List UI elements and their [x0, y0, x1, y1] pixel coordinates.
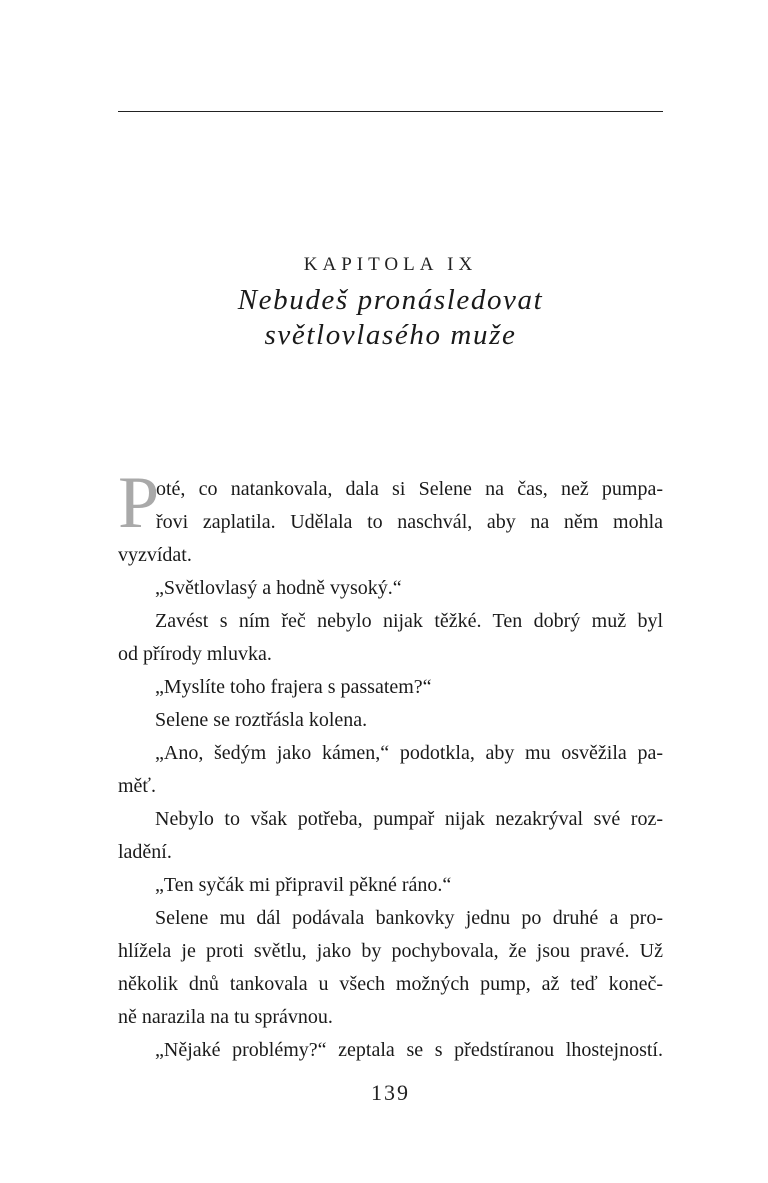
text-line: „Světlovlasý a hodně vysoký.“ [155, 577, 402, 599]
page-number: 139 [371, 1080, 410, 1105]
drop-cap: P [118, 462, 160, 544]
text-line: Zavést s ním řeč nebylo nijak těžké. Ten dobrý muž byl [155, 610, 663, 632]
chapter-label: KAPITOLA IX [303, 254, 478, 275]
opening-paragraph [118, 462, 663, 544]
text-line: řovi zaplatila. Udělala to naschvál, aby na něm mohla [156, 511, 663, 533]
header-rule [118, 111, 663, 112]
text-line: „Ten syčák mi připravil pěkné ráno.“ [155, 874, 452, 896]
text-line: ladění. [118, 841, 172, 863]
text-line: hlížela je proti světlu, jako by pochybovala, že jsou pravé. Už [118, 940, 663, 962]
text-line: „Nějaké problémy?“ zeptala se s předstíranou lhostejností. [155, 1039, 663, 1061]
text-line: ně narazila na tu správnou. [118, 1006, 333, 1028]
body-text [118, 462, 663, 1067]
text-line: měť. [118, 775, 156, 797]
text-line: oté, co natankovala, dala si Selene na čas, než pumpa- [156, 478, 663, 500]
text-line: Selene se roztřásla kolena. [155, 709, 368, 731]
chapter-title-line-1: Nebudeš pronásledovat [237, 284, 544, 316]
text-line: Nebylo to však potřeba, pumpař nijak nezakrýval své roz- [155, 808, 663, 830]
text-line: několik dnů tankovala u všech možných pump, až teď koneč- [118, 973, 663, 995]
text-line: „Ano, šedým jako kámen,“ podotkla, aby mu osvěžila pa- [155, 742, 663, 764]
text-line: vyzvídat. [118, 544, 192, 566]
text-line: od přírody mluvka. [118, 643, 272, 665]
text-line: Selene mu dál podávala bankovky jednu po druhé a pro- [155, 907, 663, 929]
chapter-title [118, 283, 663, 353]
chapter-title-line-2: světlovlasého muže [264, 319, 517, 351]
text-line: „Myslíte toho frajera s passatem?“ [155, 676, 432, 698]
